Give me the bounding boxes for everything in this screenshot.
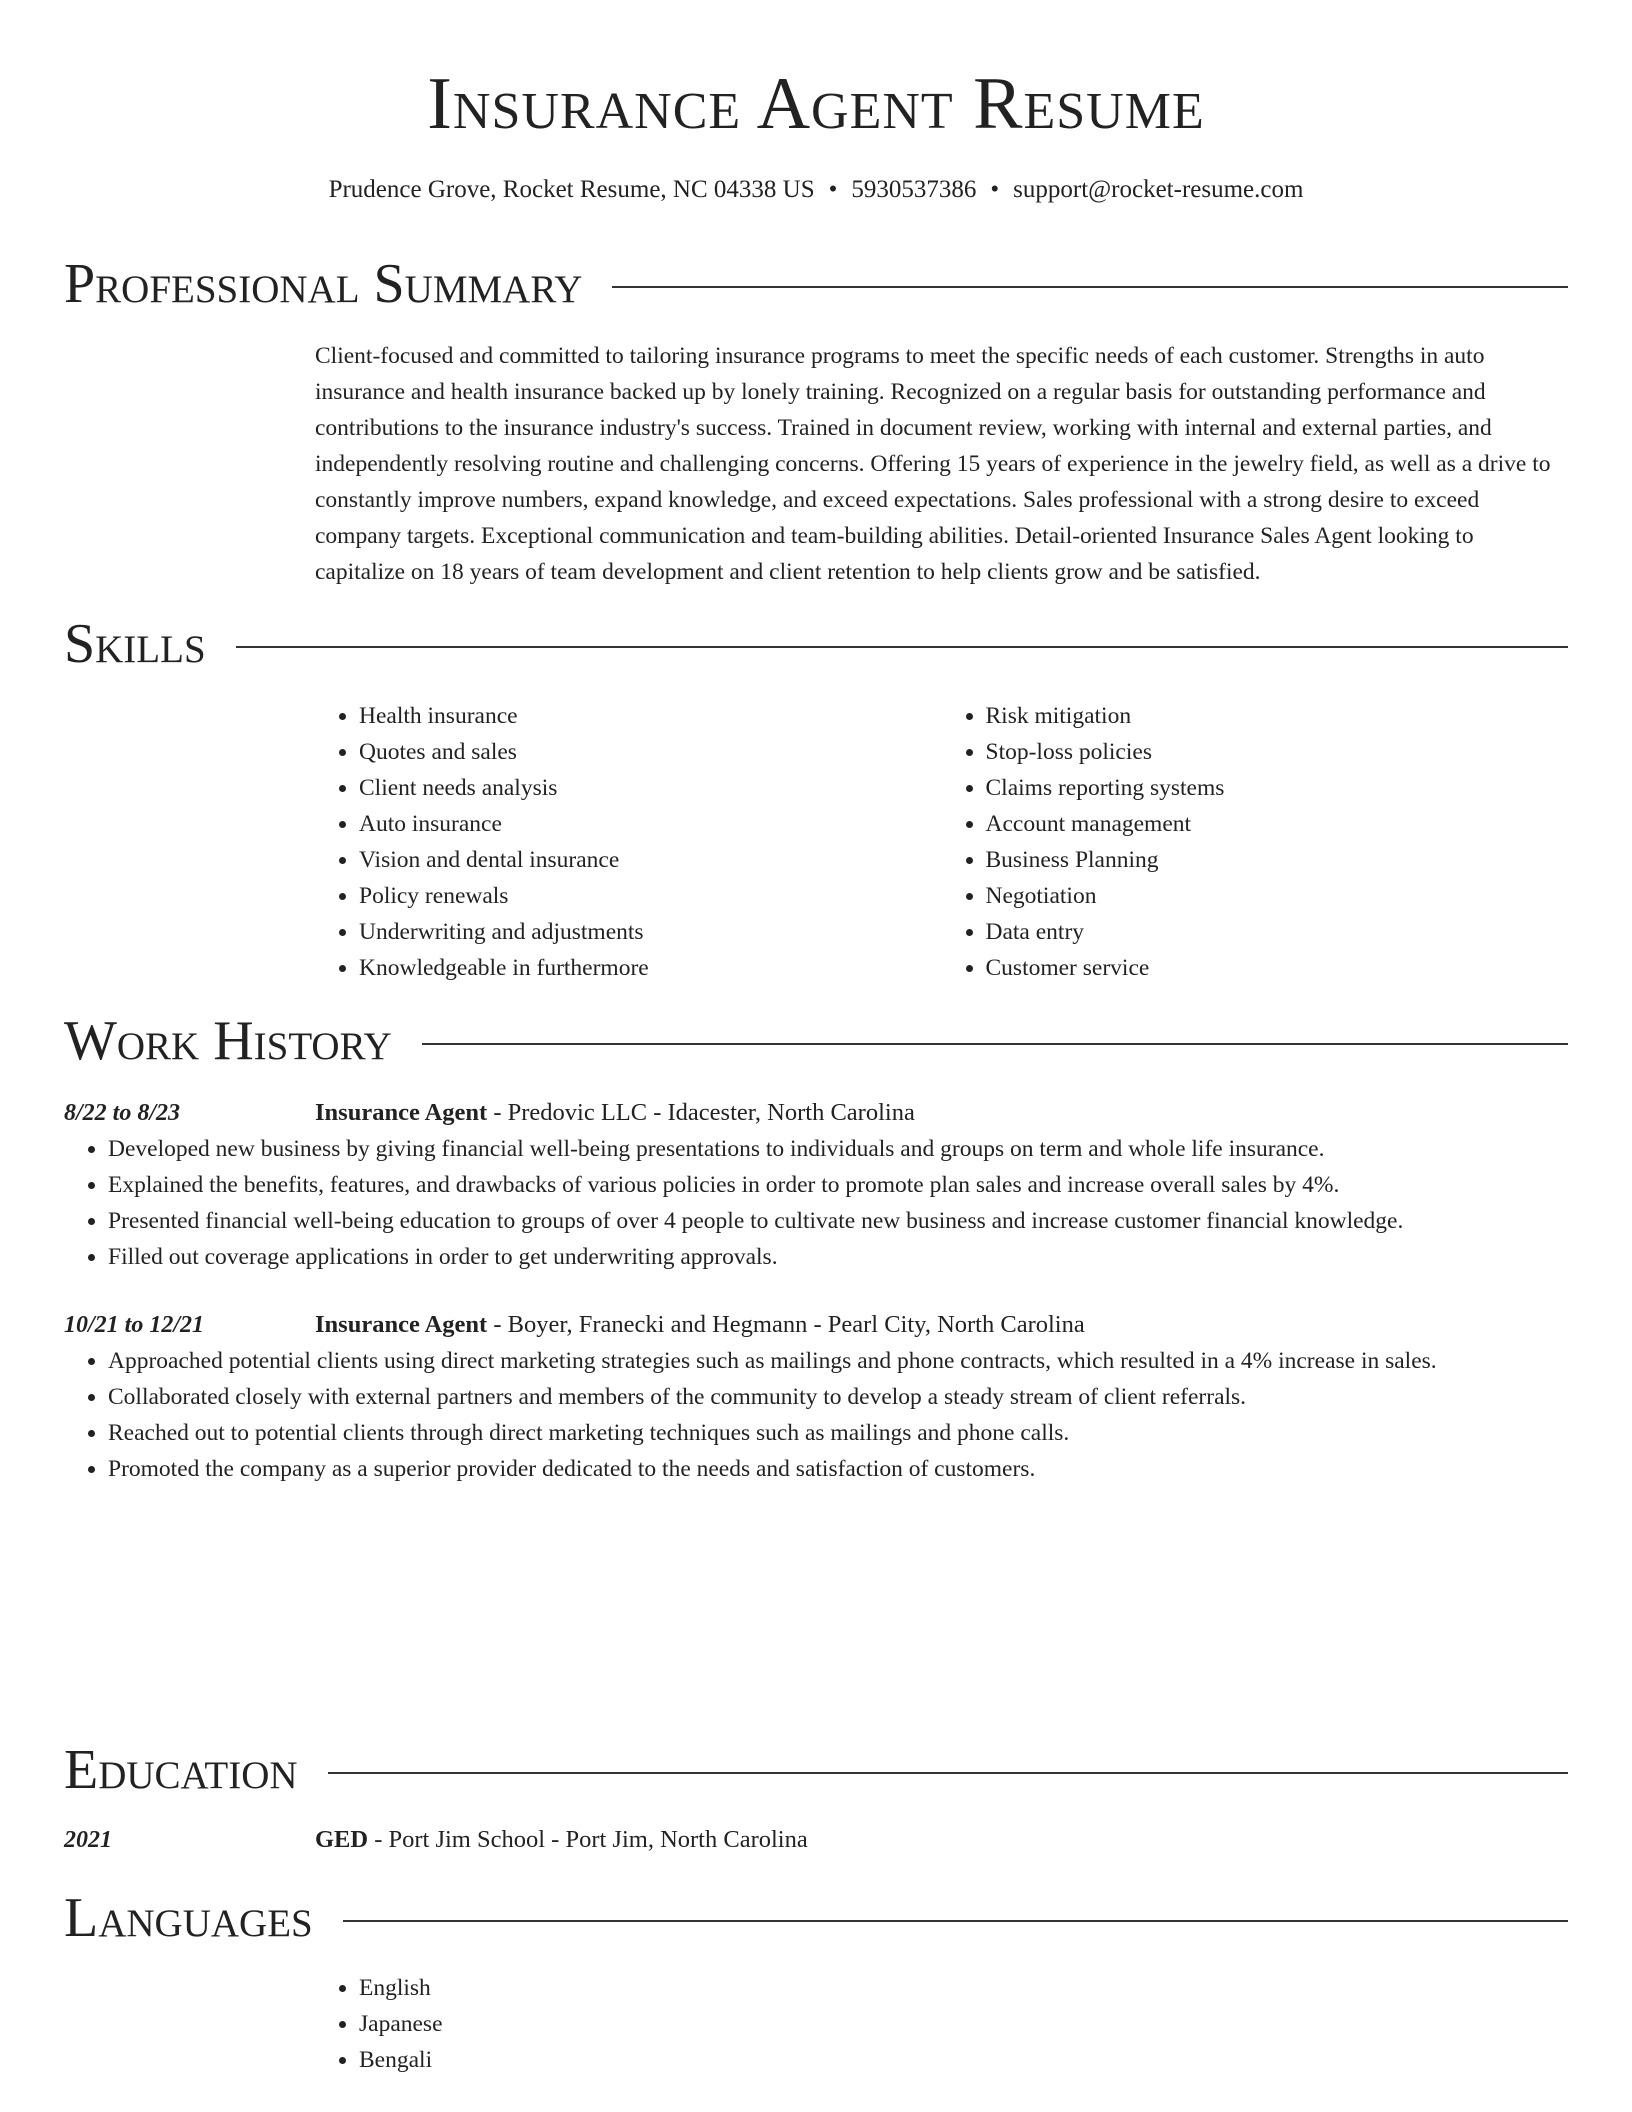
job-bullet: • Collaborated closely with external partners and members of the community to develop a steady stream of client referrals.: [108, 1379, 1568, 1415]
skill-item: • Customer service: [986, 950, 1569, 986]
section-title-languages: Languages: [64, 1887, 313, 1949]
section-divider: [343, 1920, 1568, 1922]
summary-text: Client-focused and committed to tailoring insurance programs to meet the specific needs of each customer. Strengths in auto insurance and health insurance backed up by lonely training. Recognized on a regular basis for outstanding performance and contributions to the insurance industry's success. Trained in document review, working with internal and external parties, and independently resolving routine and challenging concerns. Offering 15 years of experience in the jewelry field, as well as a drive to constantly improve numbers, expand knowledge, and exceed expectations. Sales professional with a strong desire to exceed company targets. Exceptional communication and team-building abilities. Detail-oriented Insurance Sales Agent looking to capitalize on 18 years of team development and client retention to help clients grow and be satisfied.: [315, 343, 1551, 585]
section-header: [64, 1009, 1568, 1073]
section-title-work: Work History: [64, 1010, 392, 1072]
section-title-education: Education: [64, 1739, 298, 1801]
skills-grid: [315, 698, 1568, 986]
section-header: [64, 1886, 1568, 1950]
contact-email: support@rocket-resume.com: [1013, 176, 1304, 203]
language-item: • Bengali: [359, 2042, 1568, 2078]
skill-item: • Client needs analysis: [359, 770, 942, 806]
languages-content: [315, 1970, 1568, 2078]
resume-title: Insurance Agent Resume: [427, 63, 1205, 145]
education-date: 2021: [64, 1827, 112, 1853]
job-bullet: • Explained the benefits, features, and drawbacks of various policies in order to promote plan sales and increase overall sales by 4%.: [108, 1167, 1568, 1203]
job-heading: [315, 1307, 1085, 1343]
job-details: - Predovic LLC - Idacester, North Carolina: [487, 1099, 915, 1126]
section-divider: [422, 1043, 1568, 1045]
job-entry: [64, 1307, 1568, 1487]
section-divider: [236, 646, 1568, 648]
skill-item: • Account management: [986, 806, 1569, 842]
job-bullet-list: [64, 1131, 1568, 1275]
job-header-row: [64, 1095, 1568, 1131]
skill-item: • Policy renewals: [359, 878, 942, 914]
job-bullet: • Developed new business by giving financial well-being presentations to individuals and groups on term and whole life insurance.: [108, 1131, 1568, 1167]
skill-item: • Business Planning: [986, 842, 1569, 878]
section-header: [64, 612, 1568, 676]
education-heading: [315, 1822, 808, 1858]
skills-list-right: [942, 698, 1569, 986]
job-bullet-list: [64, 1343, 1568, 1487]
education-details: - Port Jim School - Port Jim, North Carolina: [368, 1826, 808, 1853]
skill-item: • Knowledgeable in furthermore: [359, 950, 942, 986]
skill-item: • Claims reporting systems: [986, 770, 1569, 806]
job-details: - Boyer, Franecki and Hegmann - Pearl City, North Carolina: [487, 1311, 1085, 1338]
skill-item: • Underwriting and adjustments: [359, 914, 942, 950]
skill-item: • Health insurance: [359, 698, 942, 734]
contact-phone: 5930537386: [851, 176, 977, 203]
job-role: Insurance Agent: [315, 1311, 488, 1338]
skill-item: • Auto insurance: [359, 806, 942, 842]
job-bullet: • Presented financial well-being education to groups of over 4 people to cultivate new business and increase customer financial knowledge.: [108, 1203, 1568, 1239]
contact-separator: •: [990, 176, 1000, 203]
skill-item: • Quotes and sales: [359, 734, 942, 770]
job-bullet: • Filled out coverage applications in order to get underwriting approvals.: [108, 1239, 1568, 1275]
skills-list-left: [315, 698, 942, 986]
skill-item: • Vision and dental insurance: [359, 842, 942, 878]
job-header-row: [64, 1307, 1568, 1343]
section-title-summary: Professional Summary: [64, 253, 583, 315]
skill-item: • Data entry: [986, 914, 1569, 950]
section-languages: [64, 1886, 1568, 2078]
job-bullet: • Promoted the company as a superior provider dedicated to the needs and satisfaction of customers.: [108, 1451, 1568, 1487]
job-entry: [64, 1095, 1568, 1275]
education-degree: GED: [315, 1826, 369, 1853]
contact-separator: •: [828, 176, 838, 203]
section-divider: [328, 1772, 1568, 1774]
section-header: [64, 252, 1568, 316]
section-education: [64, 1738, 1568, 1858]
languages-list: [315, 1970, 1568, 2078]
language-item: • Japanese: [359, 2006, 1568, 2042]
section-header: [64, 1738, 1568, 1802]
job-role: Insurance Agent: [315, 1099, 488, 1126]
job-bullet: • Reached out to potential clients through direct marketing techniques such as mailings and phone calls.: [108, 1415, 1568, 1451]
language-item: • English: [359, 1970, 1568, 2006]
section-work-history: [64, 1009, 1568, 1487]
job-heading: [315, 1095, 915, 1131]
skill-item: • Stop-loss policies: [986, 734, 1569, 770]
job-date: 8/22 to 8/23: [64, 1100, 181, 1126]
job-date: 10/21 to 12/21: [64, 1312, 205, 1338]
job-bullet: • Approached potential clients using direct marketing strategies such as mailings and phone contracts, which resulted in a 4% increase in sales.: [108, 1343, 1568, 1379]
section-summary: [64, 252, 1568, 590]
skill-item: • Risk mitigation: [986, 698, 1569, 734]
contact-address: Prudence Grove, Rocket Resume, NC 04338 US: [328, 176, 815, 203]
section-title-skills: Skills: [64, 613, 206, 675]
section-divider: [612, 286, 1568, 288]
section-skills: [64, 612, 1568, 986]
skill-item: • Negotiation: [986, 878, 1569, 914]
contact-line: [0, 172, 1632, 208]
education-entry: [64, 1822, 1568, 1858]
job-list: [64, 1095, 1568, 1487]
